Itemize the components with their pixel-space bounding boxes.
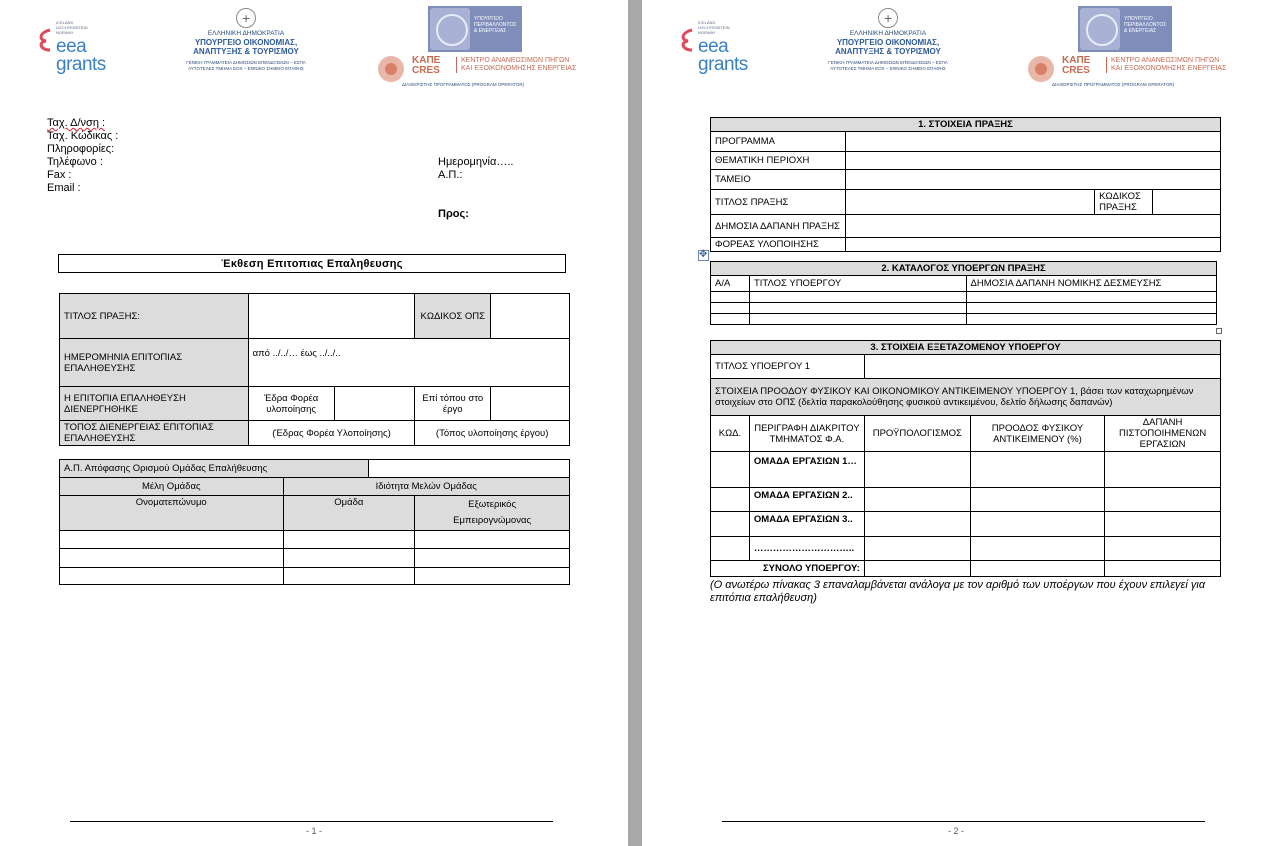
team-table xyxy=(59,459,570,585)
column-header: ΠΡΟΟΔΟΣ ΦΥΣΙΚΟΥ ΑΝΤΙΚΕΙΜΕΝΟΥ (%) xyxy=(970,416,1104,452)
table-row xyxy=(60,568,570,585)
document-page-2 xyxy=(642,0,1269,846)
project-title-value-cell[interactable] xyxy=(845,190,1094,215)
cell-label: Η ΕΠΙΤΟΠΙΑ ΕΠΑΛΗΘΕΥΣΗ ΔΙΕΝΕΡΓΗΘΗΚΕ xyxy=(60,387,249,421)
cell-label: Α.Π. Απόφασης Ορισμού Ομάδας Επαλήθευσης xyxy=(60,460,369,478)
cell-label: Έδρα Φορέα υλοποίησης xyxy=(248,387,334,421)
protocol-label: Α.Π.: xyxy=(438,169,463,181)
table-move-handle-icon[interactable] xyxy=(698,250,709,261)
date-range-cell[interactable]: από ../../… έως ../../.. xyxy=(248,339,569,387)
hq-checkbox-cell[interactable] xyxy=(334,387,415,421)
cell-label: ΤΟΠΟΣ ΔΙΕΝΕΡΓΕΙΑΣ ΕΠΙΤΟΠΙΑΣ ΕΠΑΛΗΘΕΥΣΗΣ xyxy=(60,421,249,446)
recipient-label: Προς: xyxy=(438,208,469,220)
ypen-emblem-icon xyxy=(1080,8,1120,50)
table-row: ΟΜΑΔΑ ΕΡΓΑΣΙΩΝ 2.. xyxy=(711,488,1221,512)
table-row: ΟΜΑΔΑ ΕΡΓΑΣΙΩΝ 1… xyxy=(711,452,1221,488)
ypen-emblem-icon xyxy=(430,8,470,50)
eea-grants-logo: ICELAND LIECHTENSTEIN NORWAY eea grants xyxy=(36,20,116,80)
subproject-details-table xyxy=(710,340,1221,577)
table-row xyxy=(60,531,570,549)
ministry-logo: + ΕΛΛΗΝΙΚΗ ΔΗΜΟΚΡΑΤΙΑ ΥΠΟΥΡΓΕΙΟ ΟΙΚΟΝΟΜΙΑΣ, ΑΝΑΠΤΥΞΗΣ & ΤΟΥΡΙΣΜΟΥ ΓΕΝΙΚΗ ΓΡΑΜΜΑΤΕΙΑ ΔΗΜΟΣΙΩΝ ΕΠΕΝΔΥΣΕΩΝ – ΕΣΠΑ ΑΥΤΟΤΕΛΕΣ ΤΜΗΜΑ ΕΟΧ – ΕΘΝΙΚΟ ΣΗΜΕΙΟ ΕΠΑΦΗΣ xyxy=(166,8,326,72)
table-row xyxy=(711,292,1217,303)
cell-label: (Τόπος υλοποίησης έργου) xyxy=(415,421,570,446)
implementing-body-value-cell[interactable] xyxy=(845,238,1220,252)
greek-emblem-icon xyxy=(236,8,256,28)
column-header: ΚΩΔ. xyxy=(711,416,750,452)
page-number: - 1 - xyxy=(305,826,322,836)
address-line: Πληροφορίες: xyxy=(47,143,115,155)
document-page-1 xyxy=(0,0,628,846)
address-line: Τηλέφωνο : xyxy=(47,156,103,168)
project-code-value-cell[interactable] xyxy=(1153,190,1221,215)
footer-rule xyxy=(722,821,1205,822)
greek-emblem-icon xyxy=(878,8,898,28)
table-note: (Ο ανωτέρω πίνακας 3 επαναλαμβάνεται ανάλογα με τον αριθμό των υποέργων που έχουν επιλεγεί για επιτόπια επαλήθευση) xyxy=(710,579,1206,604)
ops-code-cell[interactable] xyxy=(491,294,570,339)
cell-label: ΤΙΤΛΟΣ ΥΠΟΕΡΓΟΥ 1 xyxy=(711,355,865,379)
section-heading: 1. ΣΤΟΙΧΕΙΑ ΠΡΑΞΗΣ xyxy=(711,118,1221,132)
kape-cres-logo: ΚΑΠΕ CRES ΚΕΝΤΡΟ ΑΝΑΝΕΩΣΙΜΩΝ ΠΗΓΩΝ ΚΑΙ ΕΞΟΙΚΟΝΟΜΗΣΗΣ ΕΝΕΡΓΕΙΑΣ ΔΙΑΧΕΙΡΙΣΤΗΣ ΠΡΟΓΡΑΜΜΑΤΟΣ (PROGRAM OPERATOR) xyxy=(1028,54,1228,90)
table-row xyxy=(60,549,570,568)
cell-label: ΤΙΤΛΟΣ ΠΡΑΞΗΣ: xyxy=(60,294,249,339)
subproject-title-value-cell[interactable] xyxy=(864,355,1220,379)
cell-label: Επί τόπου στο έργο xyxy=(415,387,491,421)
kape-sun-icon xyxy=(378,56,404,82)
table-row xyxy=(711,314,1217,325)
column-header: ΤΙΤΛΟΣ ΥΠΟΕΡΓΟΥ xyxy=(749,276,966,292)
address-line: Fax : xyxy=(47,169,72,181)
project-title-cell[interactable] xyxy=(248,294,415,339)
eea-grants-logo: ICELAND LIECHTENSTEIN NORWAY eea grants xyxy=(678,20,758,80)
decision-number-cell[interactable] xyxy=(369,460,570,478)
project-details-table xyxy=(710,117,1221,252)
column-header: ΠΡΟΫΠΟΛΟΓΙΣΜΟΣ xyxy=(864,416,970,452)
table-row xyxy=(711,303,1217,314)
cell-label: Ομάδα xyxy=(283,496,415,531)
section-heading: 3. ΣΤΟΙΧΕΙΑ ΕΞΕΤΑΖΟΜΕΝΟΥ ΥΠΟΕΡΓΟΥ xyxy=(711,341,1221,355)
cell-label: ΗΜΕΡΟΜΗΝΙΑ ΕΠΙΤΟΠΙΑΣ ΕΠΑΛΗΘΕΥΣΗΣ xyxy=(60,339,249,387)
letterhead xyxy=(642,6,1269,92)
kape-cres-logo: ΚΑΠΕ CRES ΚΕΝΤΡΟ ΑΝΑΝΕΩΣΙΜΩΝ ΠΗΓΩΝ ΚΑΙ ΕΞΟΙΚΟΝΟΜΗΣΗΣ ΕΝΕΡΓΕΙΑΣ ΔΙΑΧΕΙΡΙΣΤΗΣ ΠΡΟΓΡΑΜΜΑΤΟΣ (PROGRAM OPERATOR) xyxy=(378,54,578,90)
cell-label: ΔΗΜΟΣΙΑ ΔΑΠΑΝΗ ΠΡΑΞΗΣ xyxy=(711,215,846,238)
cell-label: Μέλη Ομάδας xyxy=(60,478,284,496)
cell-label: Ονοματεπώνυμο xyxy=(60,496,284,531)
cell-label: ΚΩΔΙΚΟΣ ΠΡΑΞΗΣ xyxy=(1095,190,1153,215)
section-heading: 2. ΚΑΤΑΛΟΓΟΣ ΥΠΟΕΡΓΩΝ ΠΡΑΞΗΣ xyxy=(711,262,1217,276)
ministry-logo: + ΕΛΛΗΝΙΚΗ ΔΗΜΟΚΡΑΤΙΑ ΥΠΟΥΡΓΕΙΟ ΟΙΚΟΝΟΜΙΑΣ, ΑΝΑΠΤΥΞΗΣ & ΤΟΥΡΙΣΜΟΥ ΓΕΝΙΚΗ ΓΡΑΜΜΑΤΕΙΑ ΔΗΜΟΣΙΩΝ ΕΠΕΝΔΥΣΕΩΝ – ΕΣΠΑ ΑΥΤΟΤΕΛΕΣ ΤΜΗΜΑ ΕΟΧ – ΕΘΝΙΚΟ ΣΗΜΕΙΟ ΕΠΑΦΗΣ xyxy=(808,8,968,72)
ypen-logo: ΥΠΟΥΡΓΕΙΟ ΠΕΡΙΒΑΛΛΟΝΤΟΣ & ΕΝΕΡΓΕΙΑΣ xyxy=(428,6,522,52)
fund-value-cell[interactable] xyxy=(845,170,1220,190)
eea-swirl-icon xyxy=(36,28,54,52)
programme-value-cell[interactable] xyxy=(845,132,1220,152)
cell-label: ΦΟΡΕΑΣ ΥΛΟΠΟΙΗΣΗΣ xyxy=(711,238,846,252)
cell-label: Εξωτερικός Εμπειρογνώμονας xyxy=(415,496,570,531)
address-line: Ταχ. Κώδικας : xyxy=(47,130,119,142)
page-number: - 2 - xyxy=(947,826,964,836)
column-header: ΔΗΜΟΣΙΑ ΔΑΠΑΝΗ ΝΟΜΙΚΗΣ ΔΕΣΜΕΥΣΗΣ xyxy=(966,276,1217,292)
table-resize-handle[interactable] xyxy=(1216,328,1222,334)
table-row: ………………………….. xyxy=(711,537,1221,561)
thematic-value-cell[interactable] xyxy=(845,152,1220,170)
cell-label: (Έδρας Φορέα Υλοποίησης) xyxy=(248,421,415,446)
letterhead xyxy=(0,6,628,92)
footer-rule xyxy=(70,821,553,822)
cell-label: ΘΕΜΑΤΙΚΗ ΠΕΡΙΟΧΗ xyxy=(711,152,846,170)
cell-label: ΣΤΟΙΧΕΙΑ ΠΡΟΟΔΟΥ ΦΥΣΙΚΟΥ ΚΑΙ ΟΙΚΟΝΟΜΙΚΟΥ ΑΝΤΙΚΕΙΜΕΝΟΥ ΥΠΟΕΡΓΟΥ 1, βάσει των καταχωρημένων στοιχείων στο ΟΠΣ (δελτία παρακολούθησης φυσικού αντικειμένου, δελτίο δήλωσης δαπανών) xyxy=(711,379,1221,416)
total-label: ΣΥΝΟΛΟ ΥΠΟΕΡΓΟΥ: xyxy=(711,561,865,577)
address-line: Ταχ. Δ/νση : xyxy=(47,117,106,129)
table-row: ΟΜΑΔΑ ΕΡΓΑΣΙΩΝ 3.. xyxy=(711,512,1221,537)
onsite-checkbox-cell[interactable] xyxy=(491,387,570,421)
kape-sun-icon xyxy=(1028,56,1054,82)
page-gutter xyxy=(628,0,642,846)
cell-label: ΤΙΤΛΟΣ ΠΡΑΞΗΣ xyxy=(711,190,846,215)
ypen-logo: ΥΠΟΥΡΓΕΙΟ ΠΕΡΙΒΑΛΛΟΝΤΟΣ & ΕΝΕΡΓΕΙΑΣ xyxy=(1078,6,1172,52)
cell-label: ΤΑΜΕΙΟ xyxy=(711,170,846,190)
address-line: Email : xyxy=(47,182,81,194)
column-header: ΔΑΠΑΝΗ ΠΙΣΤΟΠΟΙΗΜΕΝΩΝ ΕΡΓΑΣΙΩΝ xyxy=(1105,416,1221,452)
public-expenditure-value-cell[interactable] xyxy=(845,215,1220,238)
column-header: Α/Α xyxy=(711,276,750,292)
cell-label: ΠΡΟΓΡΑΜΜΑ xyxy=(711,132,846,152)
date-label: Ημερομηνία….. xyxy=(438,156,514,168)
verification-info-table xyxy=(59,293,570,446)
eea-swirl-icon xyxy=(678,28,696,52)
column-header: ΠΕΡΙΓΡΑΦΗ ΔΙΑΚΡΙΤΟΥ ΤΜΗΜΑΤΟΣ Φ.Α. xyxy=(749,416,864,452)
cell-label: ΚΩΔΙΚΟΣ ΟΠΣ xyxy=(415,294,491,339)
subprojects-list-table xyxy=(710,261,1217,325)
report-title: Έκθεση Επιτοπιας Επαληθευσης xyxy=(58,254,566,273)
cell-label: Ιδιότητα Μελών Ομάδας xyxy=(283,478,569,496)
